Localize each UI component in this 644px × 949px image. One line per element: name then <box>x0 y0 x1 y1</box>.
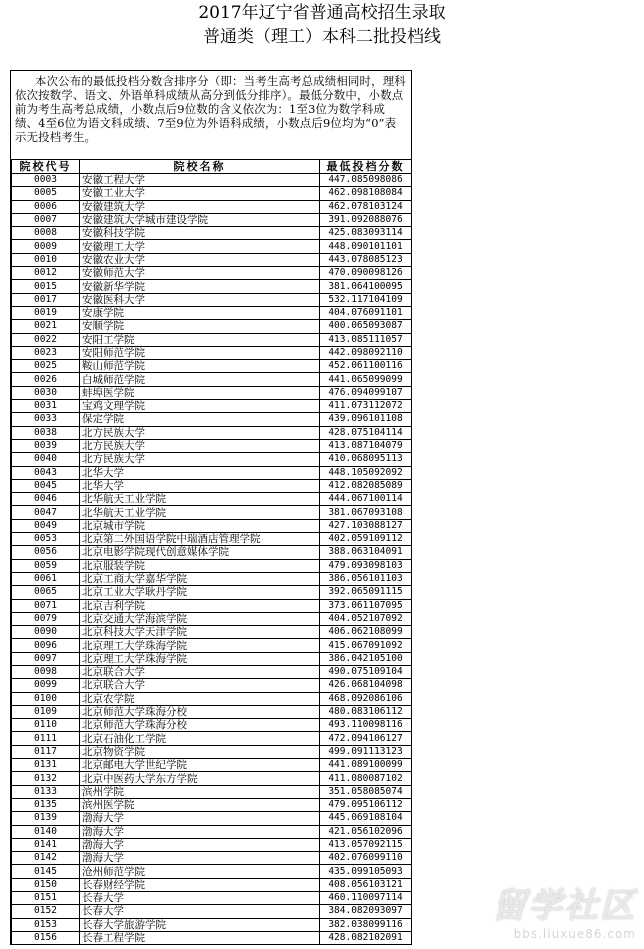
score-table <box>11 159 412 945</box>
school-name-cell: 安徽理工大学 <box>80 240 320 253</box>
table-row <box>12 825 412 838</box>
school-name-cell: 北京科技大学天津学院 <box>80 626 320 639</box>
min-score-cell: 435.099105093 <box>320 865 412 878</box>
school-name-cell: 滨州医学院 <box>80 798 320 811</box>
min-score-cell: 351.058085074 <box>320 785 412 798</box>
table-row <box>12 413 412 426</box>
school-name-cell: 北方民族大学 <box>80 426 320 439</box>
min-score-cell: 386.042105100 <box>320 652 412 665</box>
table-row <box>12 479 412 492</box>
table-row <box>12 187 412 200</box>
min-score-cell: 411.073112072 <box>320 400 412 413</box>
table-row <box>12 599 412 612</box>
min-score-cell: 428.075104114 <box>320 426 412 439</box>
min-score-cell: 532.117104109 <box>320 293 412 306</box>
min-score-cell: 452.061100116 <box>320 360 412 373</box>
school-name-cell: 安阳师范学院 <box>80 346 320 359</box>
school-name-cell: 北方民族大学 <box>80 453 320 466</box>
table-row <box>12 852 412 865</box>
min-score-cell: 392.065091115 <box>320 586 412 599</box>
school-code-cell: 0030 <box>12 386 80 399</box>
school-name-cell: 鞍山师范学院 <box>80 360 320 373</box>
school-code-cell: 0049 <box>12 519 80 532</box>
min-score-cell: 460.110097114 <box>320 892 412 905</box>
table-row <box>12 400 412 413</box>
school-code-cell: 0056 <box>12 546 80 559</box>
table-row <box>12 652 412 665</box>
min-score-cell: 479.093098103 <box>320 559 412 572</box>
min-score-cell: 402.059109112 <box>320 533 412 546</box>
school-name-cell: 北京农学院 <box>80 692 320 705</box>
min-score-cell: 443.078085123 <box>320 253 412 266</box>
school-name-cell: 宝鸡文理学院 <box>80 400 320 413</box>
min-score-cell: 480.083106112 <box>320 705 412 718</box>
school-code-cell: 0023 <box>12 346 80 359</box>
school-code-cell: 0135 <box>12 798 80 811</box>
table-row <box>12 506 412 519</box>
min-score-cell: 462.098108084 <box>320 187 412 200</box>
table-row <box>12 679 412 692</box>
school-name-cell: 北京理工大学珠海学院 <box>80 639 320 652</box>
watermark-logo-text: 留学社区 <box>492 886 636 926</box>
min-score-cell: 427.103088127 <box>320 519 412 532</box>
school-name-cell: 长春大学 <box>80 905 320 918</box>
school-name-cell: 北京中医药大学东方学院 <box>80 772 320 785</box>
school-name-cell: 北京物资学院 <box>80 745 320 758</box>
school-name-cell: 蚌埠医学院 <box>80 386 320 399</box>
table-row <box>12 878 412 891</box>
table-row <box>12 612 412 625</box>
school-code-cell: 0043 <box>12 466 80 479</box>
school-code-cell: 0109 <box>12 705 80 718</box>
table-row <box>12 918 412 931</box>
school-name-cell: 北京工业大学耿丹学院 <box>80 586 320 599</box>
min-score-cell: 411.080087102 <box>320 772 412 785</box>
school-name-cell: 北京电影学院现代创意媒体学院 <box>80 546 320 559</box>
school-code-cell: 0008 <box>12 227 80 240</box>
school-name-cell: 安徽建筑大学城市建设学院 <box>80 213 320 226</box>
school-name-cell: 北华航天工业学院 <box>80 506 320 519</box>
min-score-cell: 388.063104091 <box>320 546 412 559</box>
min-score-cell: 444.067100114 <box>320 493 412 506</box>
table-row <box>12 267 412 280</box>
table-row <box>12 892 412 905</box>
school-name-cell: 长春大学旅游学院 <box>80 918 320 931</box>
school-code-cell: 0015 <box>12 280 80 293</box>
table-row <box>12 213 412 226</box>
school-code-cell: 0151 <box>12 892 80 905</box>
table-row <box>12 253 412 266</box>
min-score-cell: 382.038099116 <box>320 918 412 931</box>
table-row <box>12 200 412 213</box>
school-code-cell: 0117 <box>12 745 80 758</box>
min-score-cell: 462.078103124 <box>320 200 412 213</box>
school-code-cell: 0039 <box>12 439 80 452</box>
min-score-cell: 381.067093108 <box>320 506 412 519</box>
school-code-cell: 0031 <box>12 400 80 413</box>
school-code-cell: 0131 <box>12 759 80 772</box>
min-score-cell: 441.065099099 <box>320 373 412 386</box>
table-row <box>12 533 412 546</box>
school-code-cell: 0046 <box>12 493 80 506</box>
school-code-cell: 0140 <box>12 825 80 838</box>
school-name-cell: 北京邮电大学世纪学院 <box>80 759 320 772</box>
school-name-cell: 北京城市学院 <box>80 519 320 532</box>
school-code-cell: 0010 <box>12 253 80 266</box>
min-score-cell: 413.087104079 <box>320 439 412 452</box>
school-code-cell: 0033 <box>12 413 80 426</box>
table-row <box>12 333 412 346</box>
table-row <box>12 905 412 918</box>
table-row <box>12 453 412 466</box>
table-row <box>12 586 412 599</box>
min-score-cell: 448.105092092 <box>320 466 412 479</box>
school-code-cell: 0141 <box>12 838 80 851</box>
min-score-cell: 447.085098086 <box>320 174 412 187</box>
school-code-cell: 0045 <box>12 479 80 492</box>
school-name-cell: 长春财经学院 <box>80 878 320 891</box>
school-name-cell: 北京联合大学 <box>80 665 320 678</box>
min-score-cell: 408.056103121 <box>320 878 412 891</box>
table-row <box>12 493 412 506</box>
table-body <box>12 174 412 945</box>
school-code-cell: 0007 <box>12 213 80 226</box>
min-score-cell: 472.094106127 <box>320 732 412 745</box>
school-code-cell: 0026 <box>12 373 80 386</box>
table-row <box>12 519 412 532</box>
school-name-cell: 安徽工业大学 <box>80 187 320 200</box>
table-row <box>12 240 412 253</box>
school-name-cell: 安康学院 <box>80 306 320 319</box>
table-row <box>12 466 412 479</box>
table-row <box>12 719 412 732</box>
min-score-cell: 448.090101101 <box>320 240 412 253</box>
table-row <box>12 931 412 944</box>
document-title-line2: 普通类（理工）本科二批投档线 <box>203 27 441 47</box>
table-row <box>12 626 412 639</box>
school-name-cell: 保定学院 <box>80 413 320 426</box>
school-code-cell: 0100 <box>12 692 80 705</box>
school-name-cell: 北京师范大学珠海分校 <box>80 705 320 718</box>
table-row <box>12 280 412 293</box>
school-name-cell: 安徽建筑大学 <box>80 200 320 213</box>
school-code-cell: 0098 <box>12 665 80 678</box>
table-row <box>12 306 412 319</box>
school-code-cell: 0047 <box>12 506 80 519</box>
school-code-cell: 0139 <box>12 812 80 825</box>
school-name-cell: 北方民族大学 <box>80 439 320 452</box>
min-score-cell: 413.085111057 <box>320 333 412 346</box>
table-row <box>12 772 412 785</box>
school-name-cell: 北京联合大学 <box>80 679 320 692</box>
school-name-cell: 沧州师范学院 <box>80 865 320 878</box>
school-code-cell: 0111 <box>12 732 80 745</box>
school-code-cell: 0025 <box>12 360 80 373</box>
table-row <box>12 759 412 772</box>
table-row <box>12 812 412 825</box>
min-score-cell: 470.090098126 <box>320 267 412 280</box>
school-code-cell: 0132 <box>12 772 80 785</box>
table-row <box>12 639 412 652</box>
school-name-cell: 北京交通大学海滨学院 <box>80 612 320 625</box>
min-score-cell: 406.062108099 <box>320 626 412 639</box>
school-name-cell: 白城师范学院 <box>80 373 320 386</box>
school-code-cell: 0019 <box>12 306 80 319</box>
school-name-cell: 长春大学 <box>80 892 320 905</box>
table-row <box>12 838 412 851</box>
table-row <box>12 174 412 187</box>
school-code-cell: 0021 <box>12 320 80 333</box>
school-code-cell: 0153 <box>12 918 80 931</box>
min-score-cell: 391.092088076 <box>320 213 412 226</box>
school-name-cell: 安徽师范大学 <box>80 267 320 280</box>
min-score-cell: 426.068104098 <box>320 679 412 692</box>
table-row <box>12 692 412 705</box>
school-code-cell: 0065 <box>12 586 80 599</box>
header-min-score: 最低投档分数 <box>320 160 412 174</box>
school-name-cell: 渤海大学 <box>80 825 320 838</box>
table-row <box>12 386 412 399</box>
table-row <box>12 798 412 811</box>
school-code-cell: 0096 <box>12 639 80 652</box>
school-name-cell: 北华大学 <box>80 479 320 492</box>
table-row <box>12 665 412 678</box>
school-code-cell: 0022 <box>12 333 80 346</box>
school-code-cell: 0133 <box>12 785 80 798</box>
school-name-cell: 北京石油化工学院 <box>80 732 320 745</box>
table-row <box>12 572 412 585</box>
school-code-cell: 0003 <box>12 174 80 187</box>
school-code-cell: 0038 <box>12 426 80 439</box>
school-code-cell: 0059 <box>12 559 80 572</box>
min-score-cell: 493.110098116 <box>320 719 412 732</box>
school-code-cell: 0090 <box>12 626 80 639</box>
school-code-cell: 0053 <box>12 533 80 546</box>
min-score-cell: 373.061107095 <box>320 599 412 612</box>
table-row <box>12 346 412 359</box>
min-score-cell: 400.065093087 <box>320 320 412 333</box>
document-title-line1: 2017年辽宁省普通高校招生录取 <box>198 3 446 23</box>
table-row <box>12 732 412 745</box>
header-school-name: 院校名称 <box>80 160 320 174</box>
min-score-cell: 421.056102096 <box>320 825 412 838</box>
header-school-code: 院校代号 <box>12 160 80 174</box>
school-name-cell: 安徽农业大学 <box>80 253 320 266</box>
table-row <box>12 320 412 333</box>
school-name-cell: 渤海大学 <box>80 852 320 865</box>
min-score-cell: 442.098092110 <box>320 346 412 359</box>
school-name-cell: 渤海大学 <box>80 812 320 825</box>
school-name-cell: 渤海大学 <box>80 838 320 851</box>
table-row <box>12 360 412 373</box>
min-score-cell: 441.089100099 <box>320 759 412 772</box>
school-name-cell: 北京师范大学珠海分校 <box>80 719 320 732</box>
school-code-cell: 0099 <box>12 679 80 692</box>
min-score-cell: 479.095106112 <box>320 798 412 811</box>
school-name-cell: 安徽科技学院 <box>80 227 320 240</box>
school-code-cell: 0110 <box>12 719 80 732</box>
min-score-cell: 468.092086106 <box>320 692 412 705</box>
school-code-cell: 0079 <box>12 612 80 625</box>
min-score-cell: 499.091113123 <box>320 745 412 758</box>
school-code-cell: 0009 <box>12 240 80 253</box>
school-name-cell: 北京第二外国语学院中瑞酒店管理学院 <box>80 533 320 546</box>
school-name-cell: 安徽工程大学 <box>80 174 320 187</box>
table-row <box>12 865 412 878</box>
school-name-cell: 安顺学院 <box>80 320 320 333</box>
school-name-cell: 北京工商大学嘉华学院 <box>80 572 320 585</box>
school-name-cell: 北京理工大学珠海学院 <box>80 652 320 665</box>
table-row <box>12 785 412 798</box>
school-name-cell: 北华大学 <box>80 466 320 479</box>
school-code-cell: 0012 <box>12 267 80 280</box>
min-score-cell: 476.094099107 <box>320 386 412 399</box>
min-score-cell: 490.075109104 <box>320 665 412 678</box>
watermark-url: bbs.liuxue86.com <box>513 927 636 941</box>
min-score-cell: 384.082093097 <box>320 905 412 918</box>
min-score-cell: 445.069108104 <box>320 812 412 825</box>
min-score-cell: 402.076099110 <box>320 852 412 865</box>
explanatory-note: 本次公布的最低投档分数含排序分（即：当考生高考总成绩相同时，理科依次按数学、语文、外语单科成绩从高分到低分排序）。最低分数中，小数点前为考生高考总成绩，小数点后9位数的含义依次为：1至3位为数学科成绩、4至6位为语文科成绩、7至9位为外语科成绩，小数点后9位均为“0”表示无投档考生。 <box>15 74 406 144</box>
min-score-cell: 404.076091101 <box>320 306 412 319</box>
table-row <box>12 745 412 758</box>
school-code-cell: 0071 <box>12 599 80 612</box>
school-name-cell: 北京服装学院 <box>80 559 320 572</box>
school-name-cell: 长春工程学院 <box>80 931 320 944</box>
table-row <box>12 559 412 572</box>
table-row <box>12 426 412 439</box>
table-row <box>12 439 412 452</box>
school-code-cell: 0145 <box>12 865 80 878</box>
school-name-cell: 北华航天工业学院 <box>80 493 320 506</box>
site-watermark <box>492 878 636 941</box>
school-name-cell: 安徽医科大学 <box>80 293 320 306</box>
table-row <box>12 227 412 240</box>
school-code-cell: 0040 <box>12 453 80 466</box>
table-row <box>12 546 412 559</box>
school-name-cell: 安徽新华学院 <box>80 280 320 293</box>
min-score-cell: 413.057092115 <box>320 838 412 851</box>
min-score-cell: 381.064100095 <box>320 280 412 293</box>
min-score-cell: 428.082102091 <box>320 931 412 944</box>
min-score-cell: 410.068095113 <box>320 453 412 466</box>
school-code-cell: 0156 <box>12 931 80 944</box>
min-score-cell: 412.082085089 <box>320 479 412 492</box>
table-row <box>12 373 412 386</box>
school-code-cell: 0097 <box>12 652 80 665</box>
table-header-row <box>12 160 412 174</box>
school-code-cell: 0017 <box>12 293 80 306</box>
table-row <box>12 293 412 306</box>
min-score-cell: 439.096101108 <box>320 413 412 426</box>
school-code-cell: 0142 <box>12 852 80 865</box>
school-code-cell: 0152 <box>12 905 80 918</box>
min-score-cell: 386.056101103 <box>320 572 412 585</box>
school-code-cell: 0061 <box>12 572 80 585</box>
score-sheet <box>10 70 412 945</box>
min-score-cell: 415.067091092 <box>320 639 412 652</box>
min-score-cell: 404.052107092 <box>320 612 412 625</box>
min-score-cell: 425.083093114 <box>320 227 412 240</box>
school-code-cell: 0150 <box>12 878 80 891</box>
school-name-cell: 滨州学院 <box>80 785 320 798</box>
table-row <box>12 705 412 718</box>
school-code-cell: 0006 <box>12 200 80 213</box>
school-code-cell: 0005 <box>12 187 80 200</box>
school-name-cell: 安阳工学院 <box>80 333 320 346</box>
school-name-cell: 北京吉利学院 <box>80 599 320 612</box>
